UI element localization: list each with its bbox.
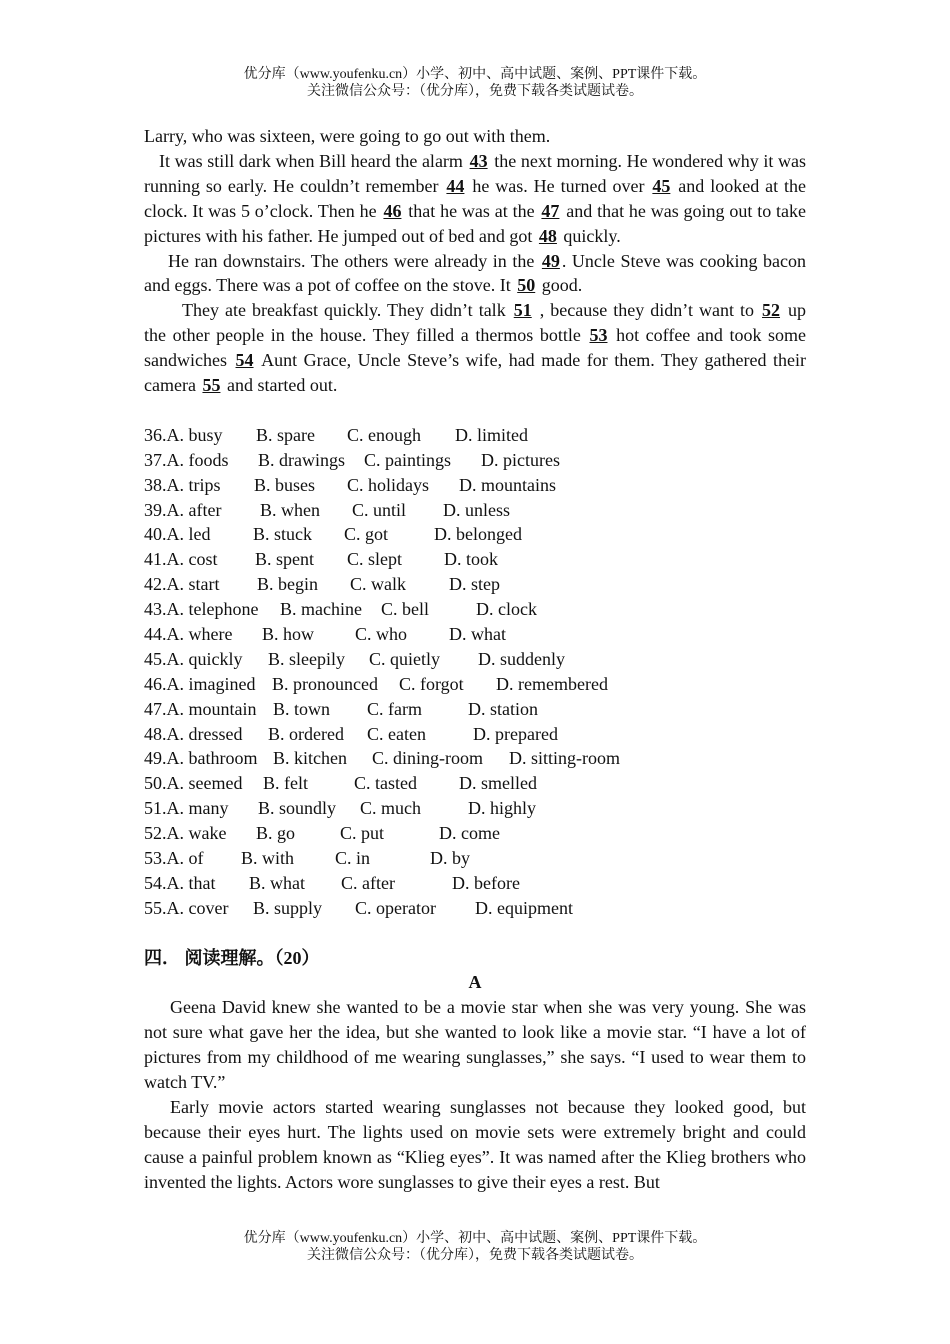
passage-paragraph-2: He ran downstairs. The others were already in the 49 . Uncle Steve was cooking bacon and eggs. There was a pot of coffee on the stove. It 50 good. — [144, 250, 807, 296]
blank-45: 45 — [652, 175, 671, 196]
passage-paragraph-1: It was still dark when Bill heard the alarm 43 the next morning. He wondered why it was running so early. He couldn’t remember 44 he was. He turned over 45 and looked at the clock. It was 5 o’clock. Then he 46 that he was at the 47 and that he was going out to take pictures with his father. He jumped out of bed and got 48 quickly. — [144, 150, 807, 246]
blank-47: 47 — [541, 200, 560, 221]
reading-paragraph-2: Early movie actors started wearing sunglasses not because they looked good, but because their eyes hurt. The lights used on movie sets were extremely bright and could cause a painful problem known as “Klieg eyes”. It was named after the Klieg brothers who invented the lights. Actors wore sunglasses to give their eyes a rest. But — [144, 1097, 806, 1192]
page-header — [0, 66, 950, 100]
footer-line-2: 关注微信公众号：（优分库），免费下载各类试题试卷。 — [307, 1248, 643, 1263]
option-row-39: 39.A. after B. when C. until D. unless — [144, 499, 510, 520]
option-row-50: 50.A. seemed B. felt C. tasted D. smelled — [144, 773, 537, 794]
footer-line-1: 优分库（www.youfenku.cn）小学、初中、高中试题、案例、PPT课件下载。 — [243, 1231, 707, 1246]
option-row-46: 46.A. imagined B. pronounced C. forgot D. remembered — [144, 673, 608, 694]
option-row-42: 42.A. start B. begin C. walk D. step — [144, 574, 500, 595]
document-body — [144, 124, 806, 1195]
blank-50: 50 — [517, 275, 536, 296]
blank-44: 44 — [446, 175, 465, 196]
option-row-47: 47.A. mountain B. town C. farm D. station — [144, 698, 538, 719]
header-line-2: 关注微信公众号：（优分库），免费下载各类试题试卷。 — [307, 84, 643, 99]
option-row-55: 55.A. cover B. supply C. operator D. equipment — [144, 897, 573, 918]
blank-55: 55 — [202, 375, 221, 396]
blank-48: 48 — [538, 225, 557, 246]
option-row-38: 38.A. trips B. buses C. holidays D. mountains — [144, 474, 556, 495]
options-list — [144, 423, 806, 921]
option-row-53: 53.A. of B. with C. in D. by — [144, 848, 470, 868]
reading-paragraph-1: Geena David knew she wanted to be a movie star when she was very young. She was not sure what gave her the idea, but she wanted to look like a movie star. “I have a lot of pictures from my childhood of me wearing sunglasses,” she says. “I used to wear them to watch TV.” — [144, 997, 806, 1093]
option-row-48: 48.A. dressed B. ordered C. eaten D. prepared — [144, 723, 558, 744]
blank-52: 52 — [762, 300, 781, 321]
passage-paragraph-3: They ate breakfast quickly. They didn’t talk 51 , because they didn’t want to 52 up the other people in the house. They filled a thermos bottle 53 hot coffee and took some sandwiches 54 Aunt Grace, Uncle Steve’s wife, had made for them. They gathered their camera 55 and started out. — [144, 300, 807, 396]
blank-54: 54 — [235, 350, 254, 371]
option-row-41: 41.A. cost B. spent C. slept D. took — [144, 549, 498, 570]
option-row-54: 54.A. that B. what C. after D. before — [144, 872, 520, 893]
option-row-49: 49.A. bathroom B. kitchen C. dining-room D. sitting-room — [144, 748, 620, 769]
option-row-45: 45.A. quickly B. sleepily C. quietly D. suddenly — [144, 648, 565, 669]
page-footer — [0, 1230, 950, 1264]
section-title: 四． 阅读理解。（20） — [144, 947, 320, 968]
option-row-40: 40.A. led B. stuck C. got D. belonged — [144, 524, 522, 545]
option-row-43: 43.A. telephone B. machine C. bell D. clock — [144, 599, 537, 620]
blank-43: 43 — [469, 150, 488, 171]
header-line-1: 优分库（www.youfenku.cn）小学、初中、高中试题、案例、PPT课件下载。 — [243, 67, 707, 82]
option-row-36: 36.A. busy B. spare C. enough D. limited — [144, 424, 528, 445]
option-row-37: 37.A. foods B. drawings C. paintings D. pictures — [144, 449, 560, 470]
part-heading: A — [468, 972, 482, 993]
option-row-52: 52.A. wake B. go C. put D. come — [144, 823, 500, 844]
blank-46: 46 — [383, 200, 402, 221]
blank-49: 49 — [541, 250, 560, 271]
option-row-51: 51.A. many B. soundly C. much D. highly — [144, 798, 537, 819]
passage-paragraph-0: Larry, who was sixteen, were going to go out with them. — [144, 126, 551, 146]
option-row-44: 44.A. where B. how C. who D. what — [144, 623, 506, 644]
blank-51: 51 — [513, 300, 532, 321]
blank-53: 53 — [589, 325, 608, 346]
